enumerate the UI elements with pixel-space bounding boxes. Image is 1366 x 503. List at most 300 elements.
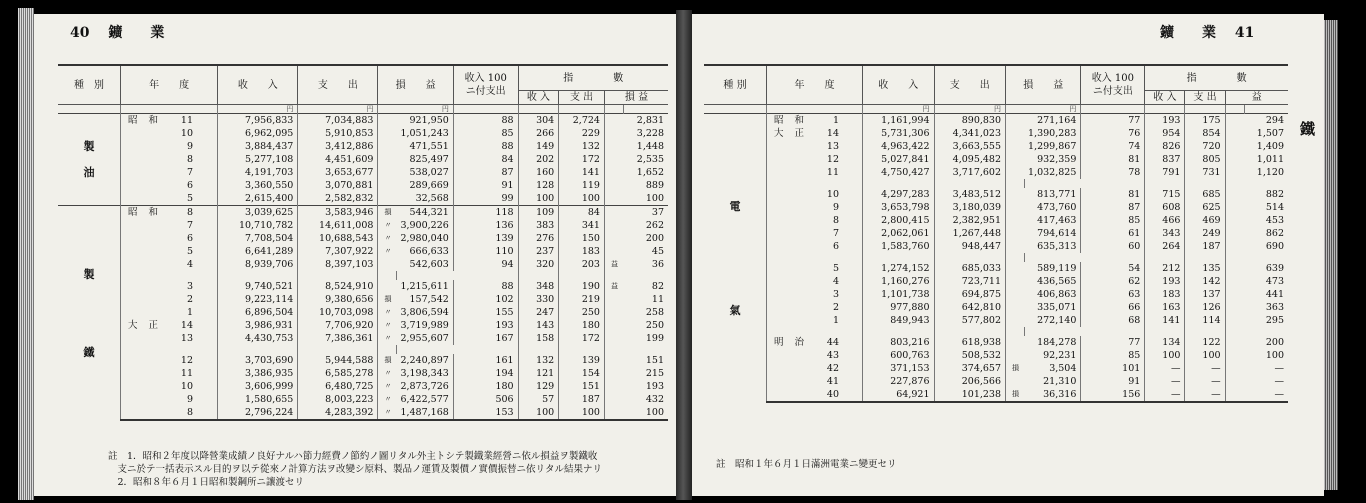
index-mark [604,219,623,232]
spacer-cell [623,345,668,354]
revenue-cell: 227,876 [863,375,935,388]
revenue-cell: 3,039,625 [218,206,298,220]
spacer-cell [1244,327,1288,336]
loss-mark [378,153,397,166]
loss-mark [1006,240,1025,253]
index-expense-cell: 139 [559,354,605,367]
year-number: 2 [832,302,839,313]
spacer-cell [1024,327,1081,336]
spacer-cell [121,345,218,354]
revenue-cell: 3,884,437 [218,140,298,153]
index-expense-cell: 172 [559,153,605,166]
expense-cell: 7,386,361 [298,332,378,345]
revenue-cell: 3,606,999 [218,380,298,393]
unit-expense: 円 [298,105,378,114]
revenue-cell: 849,943 [863,314,935,327]
profit-loss-cell: 1,487,168 [396,406,453,420]
col-kind: 種 別 [704,65,767,105]
ratio-cell: 102 [453,293,518,306]
index-profit-loss-cell: 45 [651,246,664,257]
ratio-cell: 87 [453,166,518,179]
expense-cell: 4,451,609 [298,153,378,166]
index-mark [604,393,623,406]
book-edge-right [1324,20,1338,490]
index-expense-cell: 190 [559,280,605,293]
table-row [58,293,668,306]
spacer-cell [1185,253,1225,262]
spacer-row [704,253,1288,262]
index-profit-loss-cell: 151 [645,355,664,366]
spacer-cell [934,179,1006,188]
unit-spacer [378,105,397,114]
ratio-cell: 81 [1081,153,1145,166]
spacer-cell [218,271,298,280]
revenue-cell: 2,615,400 [218,192,298,206]
index-expense-cell: 203 [559,258,605,271]
index-profit-loss-cell: 363 [1265,302,1284,313]
unit-profit-loss: 円 [1069,105,1077,113]
unit-spacer [1081,105,1145,114]
spacer-cell [604,345,623,354]
ratio-cell: 88 [453,140,518,153]
index-expense-cell: — [1185,388,1225,402]
year-cell [121,319,218,332]
year-number: 11 [180,115,193,126]
index-mark [1225,127,1244,140]
index-revenue-cell: 109 [518,206,559,220]
left-footnotes [108,450,602,489]
year-number: 1 [832,115,839,126]
col-year: 年 度 [767,65,863,105]
ratio-cell: 94 [453,258,518,271]
index-revenue-cell: 276 [518,232,559,245]
col-revenue: 收 入 [218,65,298,105]
profit-loss-cell: 3,900,226 [400,220,449,231]
revenue-cell: 1,101,738 [863,288,935,301]
index-expense-cell: 625 [1185,201,1225,214]
loss-mark [1006,153,1025,166]
year-number: 3 [832,289,839,300]
index-revenue-cell: 826 [1145,140,1185,153]
index-mark [604,354,623,367]
profit-loss-cell: 3,504 [1049,363,1077,374]
table-row [58,393,668,406]
index-expense-cell: — [1185,375,1225,388]
revenue-cell: 8,939,706 [218,258,298,271]
profit-loss-cell: 473,760 [1037,202,1077,213]
index-profit-loss-cell: — [1244,388,1288,402]
revenue-cell: 64,921 [863,388,935,402]
spacer-cell [1006,179,1025,188]
year-cell [121,306,218,319]
spacer-row [58,345,668,354]
year-number: 1 [186,307,193,318]
index-mark [604,406,623,420]
spacer-row [704,179,1288,188]
year-number: 8 [186,154,193,165]
year-number: 9 [186,141,193,152]
table-row [58,114,668,128]
year-cell [121,406,218,420]
table-row [58,354,668,367]
year-cell [121,232,218,245]
index-profit-loss-cell: 250 [645,320,664,331]
loss-mark [1006,275,1025,288]
index-profit-loss-cell: 100 [645,193,664,204]
profit-loss-cell: 544,321 [396,206,453,220]
page-number: 40 [70,25,90,41]
col-revenue: 收 入 [863,65,935,105]
col-ratio [1081,65,1145,105]
ratio-cell: 85 [1081,214,1145,227]
index-revenue-cell: 141 [1145,314,1185,327]
index-mark [604,232,623,245]
profit-loss-cell: 271,164 [1024,114,1081,128]
revenue-cell: 5,277,108 [218,153,298,166]
index-expense-cell: 183 [559,245,605,258]
year-cell [121,293,218,306]
index-revenue-cell: 149 [518,140,559,153]
spacer-cell [863,179,935,188]
spacer-cell [934,253,1006,262]
side-index-tab-label: 鐵 [1300,120,1316,138]
loss-mark [1006,166,1025,179]
year-cell [121,206,218,220]
index-profit-loss-cell: 639 [1265,263,1284,274]
profit-loss-cell: 813,771 [1037,189,1077,200]
revenue-cell: 3,360,550 [218,179,298,192]
spacer-cell [767,327,863,336]
index-profit-loss-cell: 200 [1265,337,1284,348]
era-label: 大 正 [127,320,163,331]
year-cell [767,336,863,349]
revenue-cell: 2,796,224 [218,406,298,420]
index-expense-cell: 685 [1185,188,1225,201]
right-page-header [1160,22,1268,42]
index-mark [1225,301,1244,314]
spacer-cell [1225,179,1244,188]
index-revenue-cell: — [1145,388,1185,402]
spacer-cell [453,271,518,280]
year-number: 10 [180,128,193,139]
spacer-cell [396,345,453,354]
year-number: 13 [180,333,193,344]
kind-label: 製 油 [58,114,121,206]
page-header-title: 鑛 業 [108,25,165,41]
profit-loss-cell: 92,231 [1043,350,1077,361]
revenue-cell: 6,641,289 [218,245,298,258]
loss-mark [1006,140,1025,153]
kind-label: 製 鐵 [58,206,121,421]
ratio-cell: 139 [453,232,518,245]
ratio-cell: 194 [453,367,518,380]
unit-spacer [1145,105,1185,114]
loss-mark: 損 [1006,362,1025,375]
table-row [704,214,1288,227]
ratio-cell: 136 [453,219,518,232]
revenue-cell: 803,216 [863,336,935,349]
book-edge-left [18,8,34,500]
index-expense-cell: 187 [1185,240,1225,253]
index-expense-cell: 137 [1185,288,1225,301]
year-cell [121,393,218,406]
expense-cell: 3,070,881 [298,179,378,192]
revenue-cell: 9,740,521 [218,280,298,293]
era-label: 明 治 [773,337,809,348]
profit-loss-cell: 36,316 [1024,388,1081,402]
index-profit-loss-cell: 200 [645,233,664,244]
unit-spacer [767,105,863,114]
profit-loss-cell: 921,950 [396,114,453,128]
index-mark: 益 [604,280,623,293]
expense-cell: 101,238 [934,388,1006,402]
revenue-cell: 1,583,760 [863,240,935,253]
revenue-cell: 3,703,690 [218,354,298,367]
index-profit-loss-cell: 262 [645,220,664,231]
year-number: 6 [186,233,193,244]
index-profit-loss-cell: 690 [1265,241,1284,252]
spacer-cell [396,271,453,280]
index-profit-loss-cell: 1,409 [1256,141,1284,152]
loss-mark: 損 [378,354,397,367]
index-revenue-cell: 121 [518,367,559,380]
era-label: 昭 和 [127,115,163,126]
index-revenue-cell: 129 [518,380,559,393]
index-revenue-cell: 348 [518,280,559,293]
index-profit-loss-cell: 2,535 [636,154,664,165]
revenue-cell: 4,963,422 [863,140,935,153]
year-cell [121,332,218,345]
table-row [58,192,668,206]
spacer-cell [1244,253,1288,262]
spacer-cell [518,271,559,280]
ratio-cell: 99 [453,192,518,206]
ratio-cell: 84 [453,153,518,166]
spacer-cell [1225,253,1244,262]
index-revenue-cell: 266 [518,127,559,140]
index-profit-loss-cell: 514 [1265,202,1284,213]
revenue-cell: 6,962,095 [218,127,298,140]
year-cell [767,262,863,275]
index-mark [1225,362,1244,375]
index-mark [1225,388,1244,402]
profit-loss-cell: 335,071 [1037,302,1077,313]
year-number: 9 [832,202,839,213]
ratio-cell: 88 [453,280,518,293]
table-row [704,314,1288,327]
table-header [58,65,668,105]
year-number: 10 [826,189,839,200]
footnote-line: 支ニ於テ一括表示スル目的ヲ以テ從來ノ計算方法ヲ改變シ原料、製品ノ運賃及製價ノ實價振替ニ依リタル結果ナリ [108,464,603,475]
index-expense-cell: 731 [1185,166,1225,179]
revenue-cell: 3,653,798 [863,201,935,214]
table-row [704,388,1288,402]
index-revenue-cell: 212 [1145,262,1185,275]
loss-mark [378,166,397,179]
loss-mark [378,127,397,140]
profit-loss-cell: 157,542 [409,294,449,305]
year-cell [121,153,218,166]
unit-profit-loss: 円 [441,105,449,113]
year-cell [121,219,218,232]
unit-expense: 円 [934,105,1006,114]
loss-mark: 〃 [378,245,397,258]
expense-cell: 3,717,602 [934,166,1006,179]
col-index-expense: 支 出 [559,91,605,105]
index-mark [604,367,623,380]
spacer-cell [121,271,218,280]
spacer-cell [559,345,605,354]
expense-cell: 3,412,886 [298,140,378,153]
index-expense-cell: 180 [559,319,605,332]
unit-revenue: 円 [863,105,935,114]
profit-loss-cell: 932,359 [1037,154,1077,165]
ratio-cell: 78 [1081,166,1145,179]
ratio-cell: 54 [1081,262,1145,275]
profit-loss-cell: 32,568 [415,193,449,204]
page-header-title: 鑛 業 [1160,25,1216,41]
year-cell [121,280,218,293]
book-spine [676,10,692,500]
table-row [704,114,1288,128]
ratio-cell: 101 [1081,362,1145,375]
profit-loss-cell: 589,119 [1037,263,1077,274]
index-profit-loss-cell: 432 [645,394,664,405]
expense-cell: 8,397,103 [298,258,378,271]
ratio-label-top: 收入 100 [464,73,507,84]
index-expense-cell: 150 [559,232,605,245]
loss-mark: 〃 [378,380,397,393]
ratio-cell: 74 [1081,140,1145,153]
index-profit-loss-cell: 882 [1265,189,1284,200]
expense-cell: 9,380,656 [298,293,378,306]
ratio-cell: 85 [1081,349,1145,362]
unit-spacer [121,105,218,114]
revenue-cell: 5,731,306 [863,127,935,140]
year-number: 4 [832,276,839,287]
index-expense-cell: 84 [559,206,605,220]
spacer-cell [767,253,863,262]
unit-spacer [559,105,605,114]
table-row [58,232,668,245]
spacer-cell [298,345,378,354]
expense-cell: 7,307,922 [298,245,378,258]
loss-mark [1006,114,1025,128]
index-expense-cell: 100 [559,192,605,206]
index-profit-loss-cell: 100 [1265,350,1284,361]
year-cell [767,188,863,201]
index-mark [604,140,623,153]
year-cell [767,114,863,128]
ratio-cell: 506 [453,393,518,406]
index-profit-loss-cell: 441 [1265,289,1284,300]
loss-mark: 損 [378,206,397,220]
expense-cell: 2,382,951 [934,214,1006,227]
index-expense-cell: 175 [1185,114,1225,128]
spacer-cell [1081,327,1145,336]
ratio-cell: 156 [1081,388,1145,402]
profit-loss-cell: 542,603 [409,259,449,270]
expense-cell: 642,810 [934,301,1006,314]
left-data-table [58,64,668,421]
index-expense-cell: 100 [559,406,605,420]
year-number: 14 [826,128,839,139]
col-index: 指 數 [518,65,668,91]
index-revenue-cell: 954 [1145,127,1185,140]
unit-spacer [623,105,668,114]
year-number: 9 [186,394,193,405]
ratio-cell: 91 [1081,375,1145,388]
profit-loss-cell: 2,240,897 [400,355,449,366]
table-row [704,275,1288,288]
index-profit-loss-cell: 294 [1244,114,1288,128]
index-expense-cell: 141 [559,166,605,179]
ratio-cell: 66 [1081,301,1145,314]
year-number: 8 [832,215,839,226]
ratio-cell: 77 [1081,114,1145,128]
index-revenue-cell: 158 [518,332,559,345]
ratio-cell: 167 [453,332,518,345]
year-cell [121,179,218,192]
year-cell [121,367,218,380]
index-mark [1225,166,1244,179]
table-row [704,349,1288,362]
table-row [704,153,1288,166]
profit-loss-cell: 1,032,825 [1028,167,1077,178]
year-cell [767,214,863,227]
index-revenue-cell: 163 [1145,301,1185,314]
loss-mark: 損 [1006,388,1025,402]
revenue-cell: 2,062,061 [863,227,935,240]
year-cell [767,240,863,253]
profit-loss-cell: 184,278 [1037,337,1077,348]
revenue-cell: 5,027,841 [863,153,935,166]
ratio-cell: 180 [453,380,518,393]
index-profit-loss-cell: 2,831 [623,114,668,128]
revenue-cell: 4,297,283 [863,188,935,201]
index-mark [604,245,623,258]
table-header [704,65,1288,105]
expense-cell: 8,524,910 [298,280,378,293]
ratio-cell: 61 [1081,227,1145,240]
table-row [704,201,1288,214]
index-expense-cell: 154 [559,367,605,380]
year-cell [121,166,218,179]
revenue-cell: 2,800,415 [863,214,935,227]
loss-mark [378,179,397,192]
index-mark [604,153,623,166]
loss-mark: 〃 [378,367,397,380]
index-expense-cell: 219 [559,293,605,306]
table-row [704,362,1288,375]
index-revenue-cell: 134 [1145,336,1185,349]
expense-cell: 2,582,832 [298,192,378,206]
index-profit-loss-cell: — [1274,363,1284,374]
index-profit-loss-cell: 473 [1265,276,1284,287]
index-expense-cell: 854 [1185,127,1225,140]
index-revenue-cell: 143 [518,319,559,332]
unit-spacer [604,105,623,114]
table-row [58,153,668,166]
index-expense-cell: 114 [1185,314,1225,327]
col-expense: 支 出 [934,65,1006,105]
ratio-cell: 68 [1081,314,1145,327]
index-revenue-cell: 608 [1145,201,1185,214]
year-number: 11 [826,167,839,178]
spacer-cell [1024,253,1081,262]
year-number: 7 [186,220,193,231]
year-cell [121,114,218,128]
